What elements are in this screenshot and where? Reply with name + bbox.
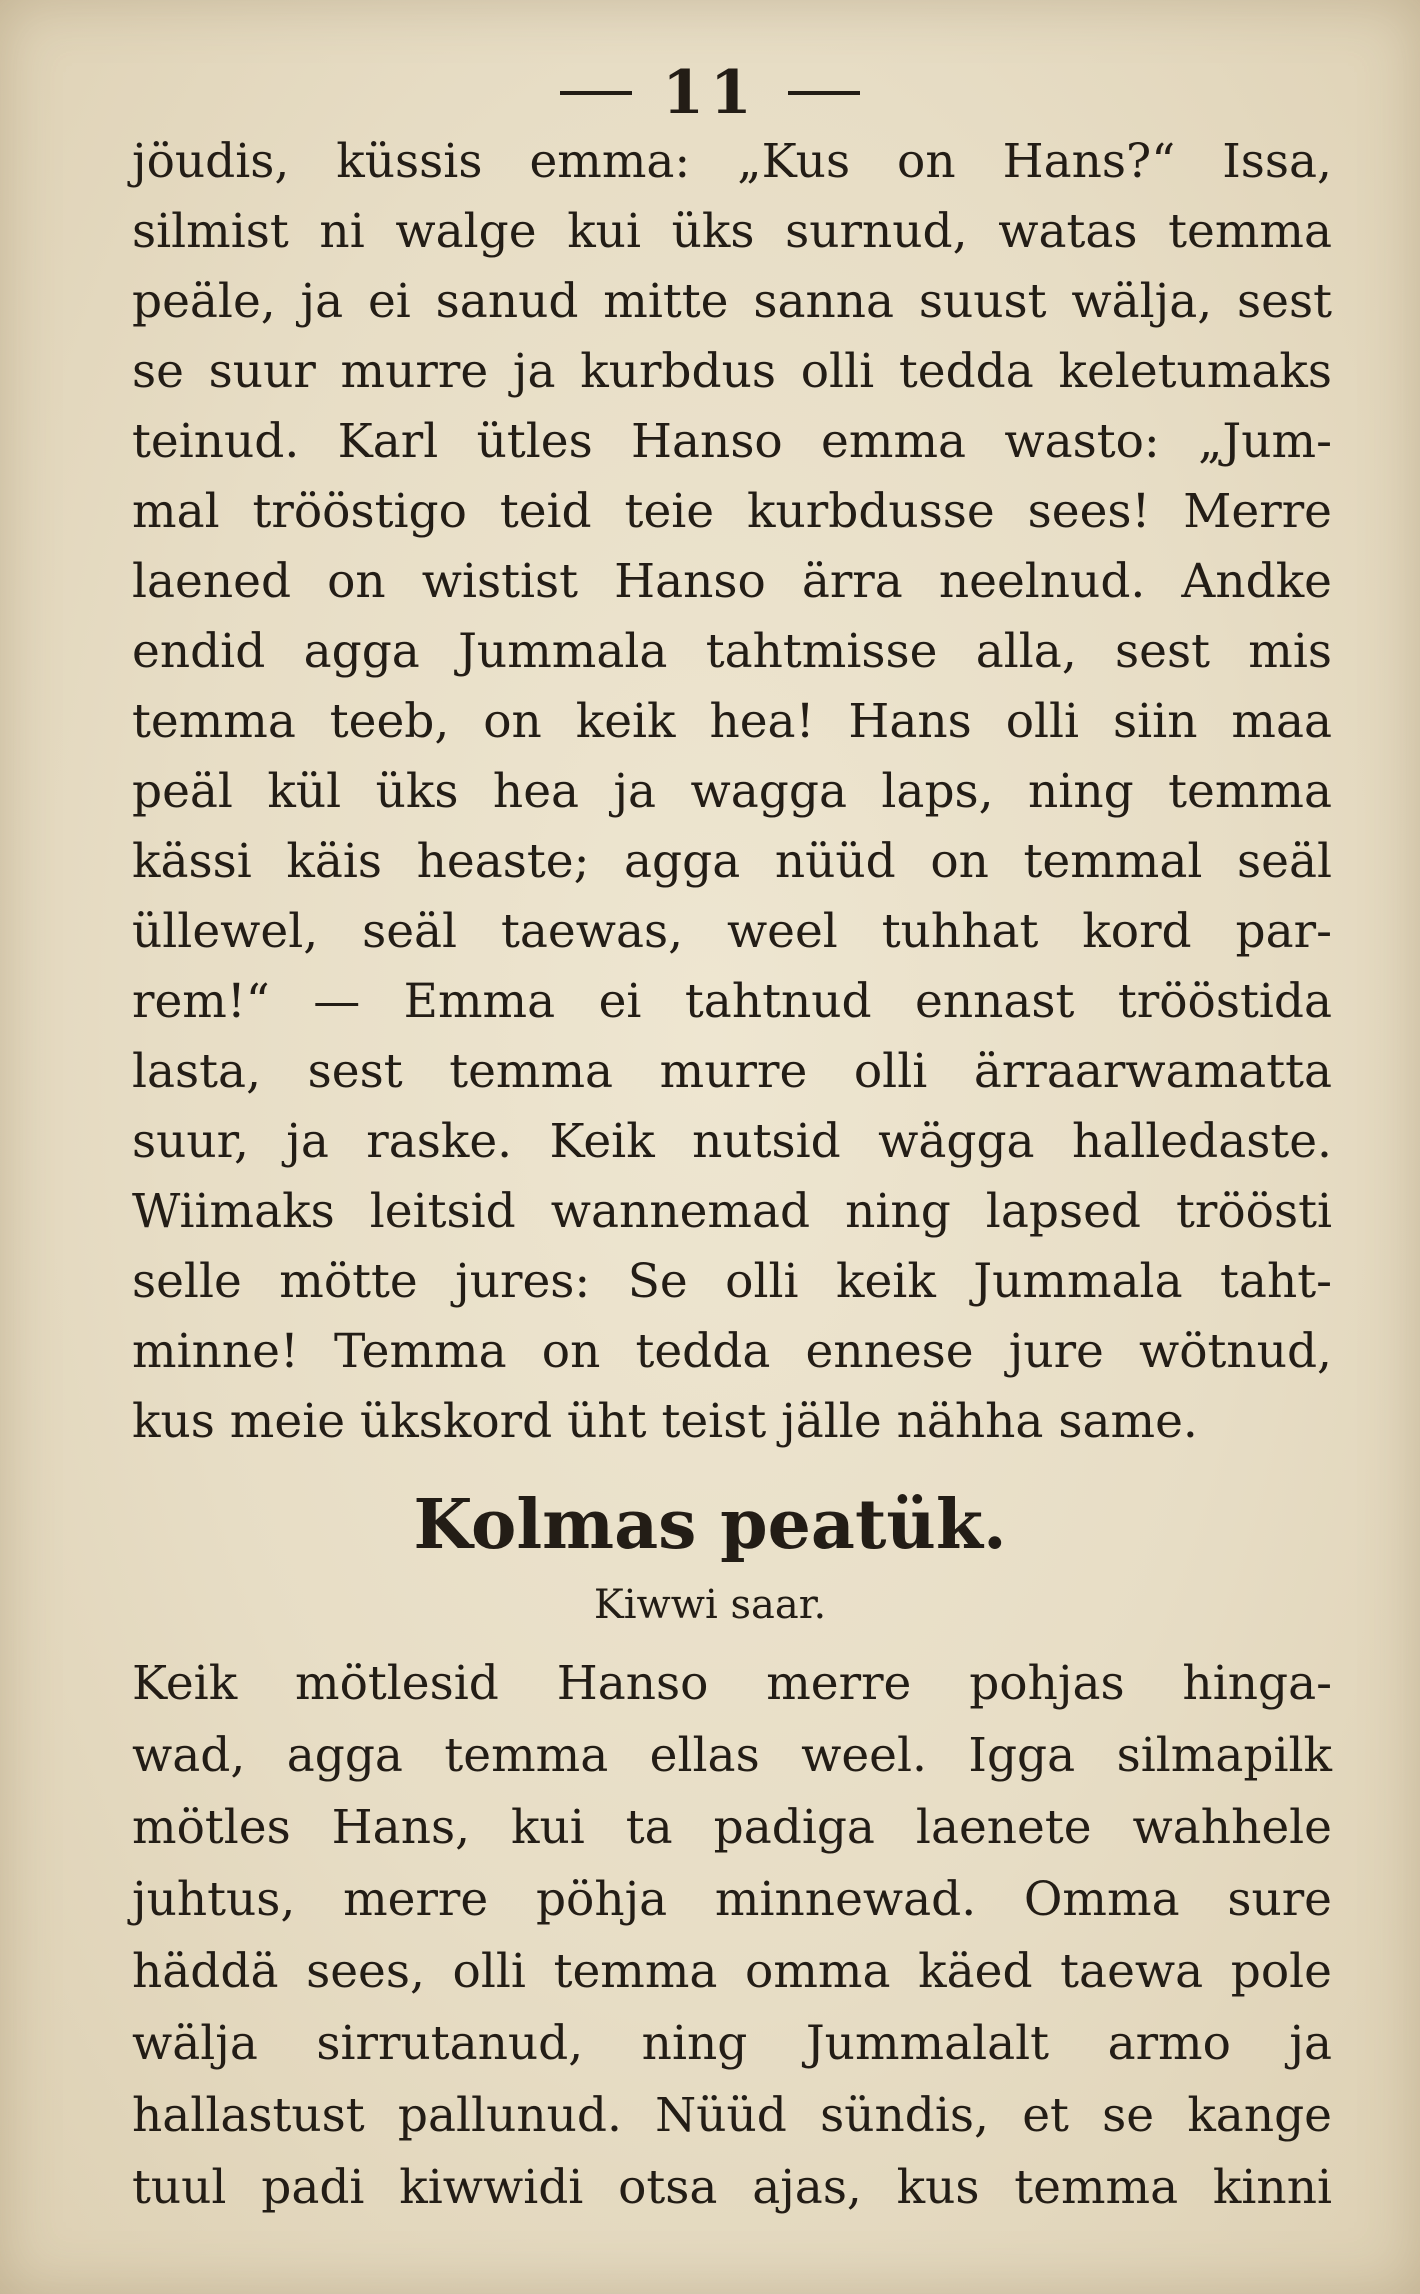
text-line: laened on wistist Hanso ärra neelnud. Andke: [132, 554, 1332, 609]
text-line: Keik mötlesid Hanso merre pohjas hinga-: [132, 1656, 1332, 1711]
text-line: temma teeb, on keik hea! Hans olli siin maa: [132, 694, 1332, 749]
chapter-subtitle: Kiwwi saar.: [593, 1582, 827, 1628]
text-line: se suur murre ja kurbdus olli tedda keletumaks: [132, 344, 1332, 399]
header-dash-left: [560, 91, 632, 95]
chapter-title: Kolmas peatük.: [413, 1485, 1007, 1565]
text-line: silmist ni walge kui üks surnud, watas temma: [132, 204, 1332, 259]
text-line: endid agga Jummala tahtmisse alla, sest mis: [132, 624, 1332, 679]
text-line: mötles Hans, kui ta padiga laenete wahhele: [132, 1800, 1332, 1855]
text-line: mal trööstigo teid teie kurbdusse sees! Merre: [132, 484, 1332, 539]
text-line: lasta, sest temma murre olli ärraarwamatta: [132, 1044, 1332, 1099]
text-line: hallastust pallunud. Nüüd sündis, et se kange: [132, 2088, 1332, 2143]
text-line: juhtus, merre pöhja minnewad. Omma sure: [132, 1872, 1332, 1927]
text-line: üllewel, seäl taewas, weel tuhhat kord par-: [132, 904, 1332, 959]
text-line: häddä sees, olli temma omma käed taewa pole: [132, 1944, 1332, 1999]
text-line: rem!“ — Emma ei tahtnud ennast trööstida: [132, 974, 1332, 1029]
text-line: Wiimaks leitsid wannemad ning lapsed tröösti: [132, 1184, 1332, 1239]
text-line: suur, ja raske. Keik nutsid wägga halledaste.: [132, 1114, 1332, 1169]
text-line: teinud. Karl ütles Hanso emma wasto: „Jum-: [132, 414, 1332, 469]
text-line: peäl kül üks hea ja wagga laps, ning temma: [132, 764, 1332, 819]
header-dash-right: [788, 91, 860, 95]
text-line: kus meie ükskord üht teist jälle nähha same.: [132, 1394, 1198, 1449]
page-header: [0, 58, 1420, 128]
text-line: wad, agga temma ellas weel. Igga silmapilk: [132, 1728, 1332, 1783]
text-line: minne! Temma on tedda ennese jure wötnud,: [132, 1324, 1332, 1379]
text-line: selle mötte jures: Se olli keik Jummala taht-: [132, 1254, 1332, 1309]
text-line: tuul padi kiwwidi otsa ajas, kus temma kinni: [132, 2160, 1332, 2215]
text-line: wälja sirrutanud, ning Jummalalt armo ja: [132, 2016, 1332, 2071]
text-line: kässi käis heaste; agga nüüd on temmal seäl: [132, 834, 1332, 889]
text-line: peäle, ja ei sanud mitte sanna suust wälja, sest: [132, 274, 1332, 329]
text-line: jöudis, küssis emma: „Kus on Hans?“ Issa,: [132, 134, 1332, 189]
page-number: 11: [662, 58, 758, 128]
